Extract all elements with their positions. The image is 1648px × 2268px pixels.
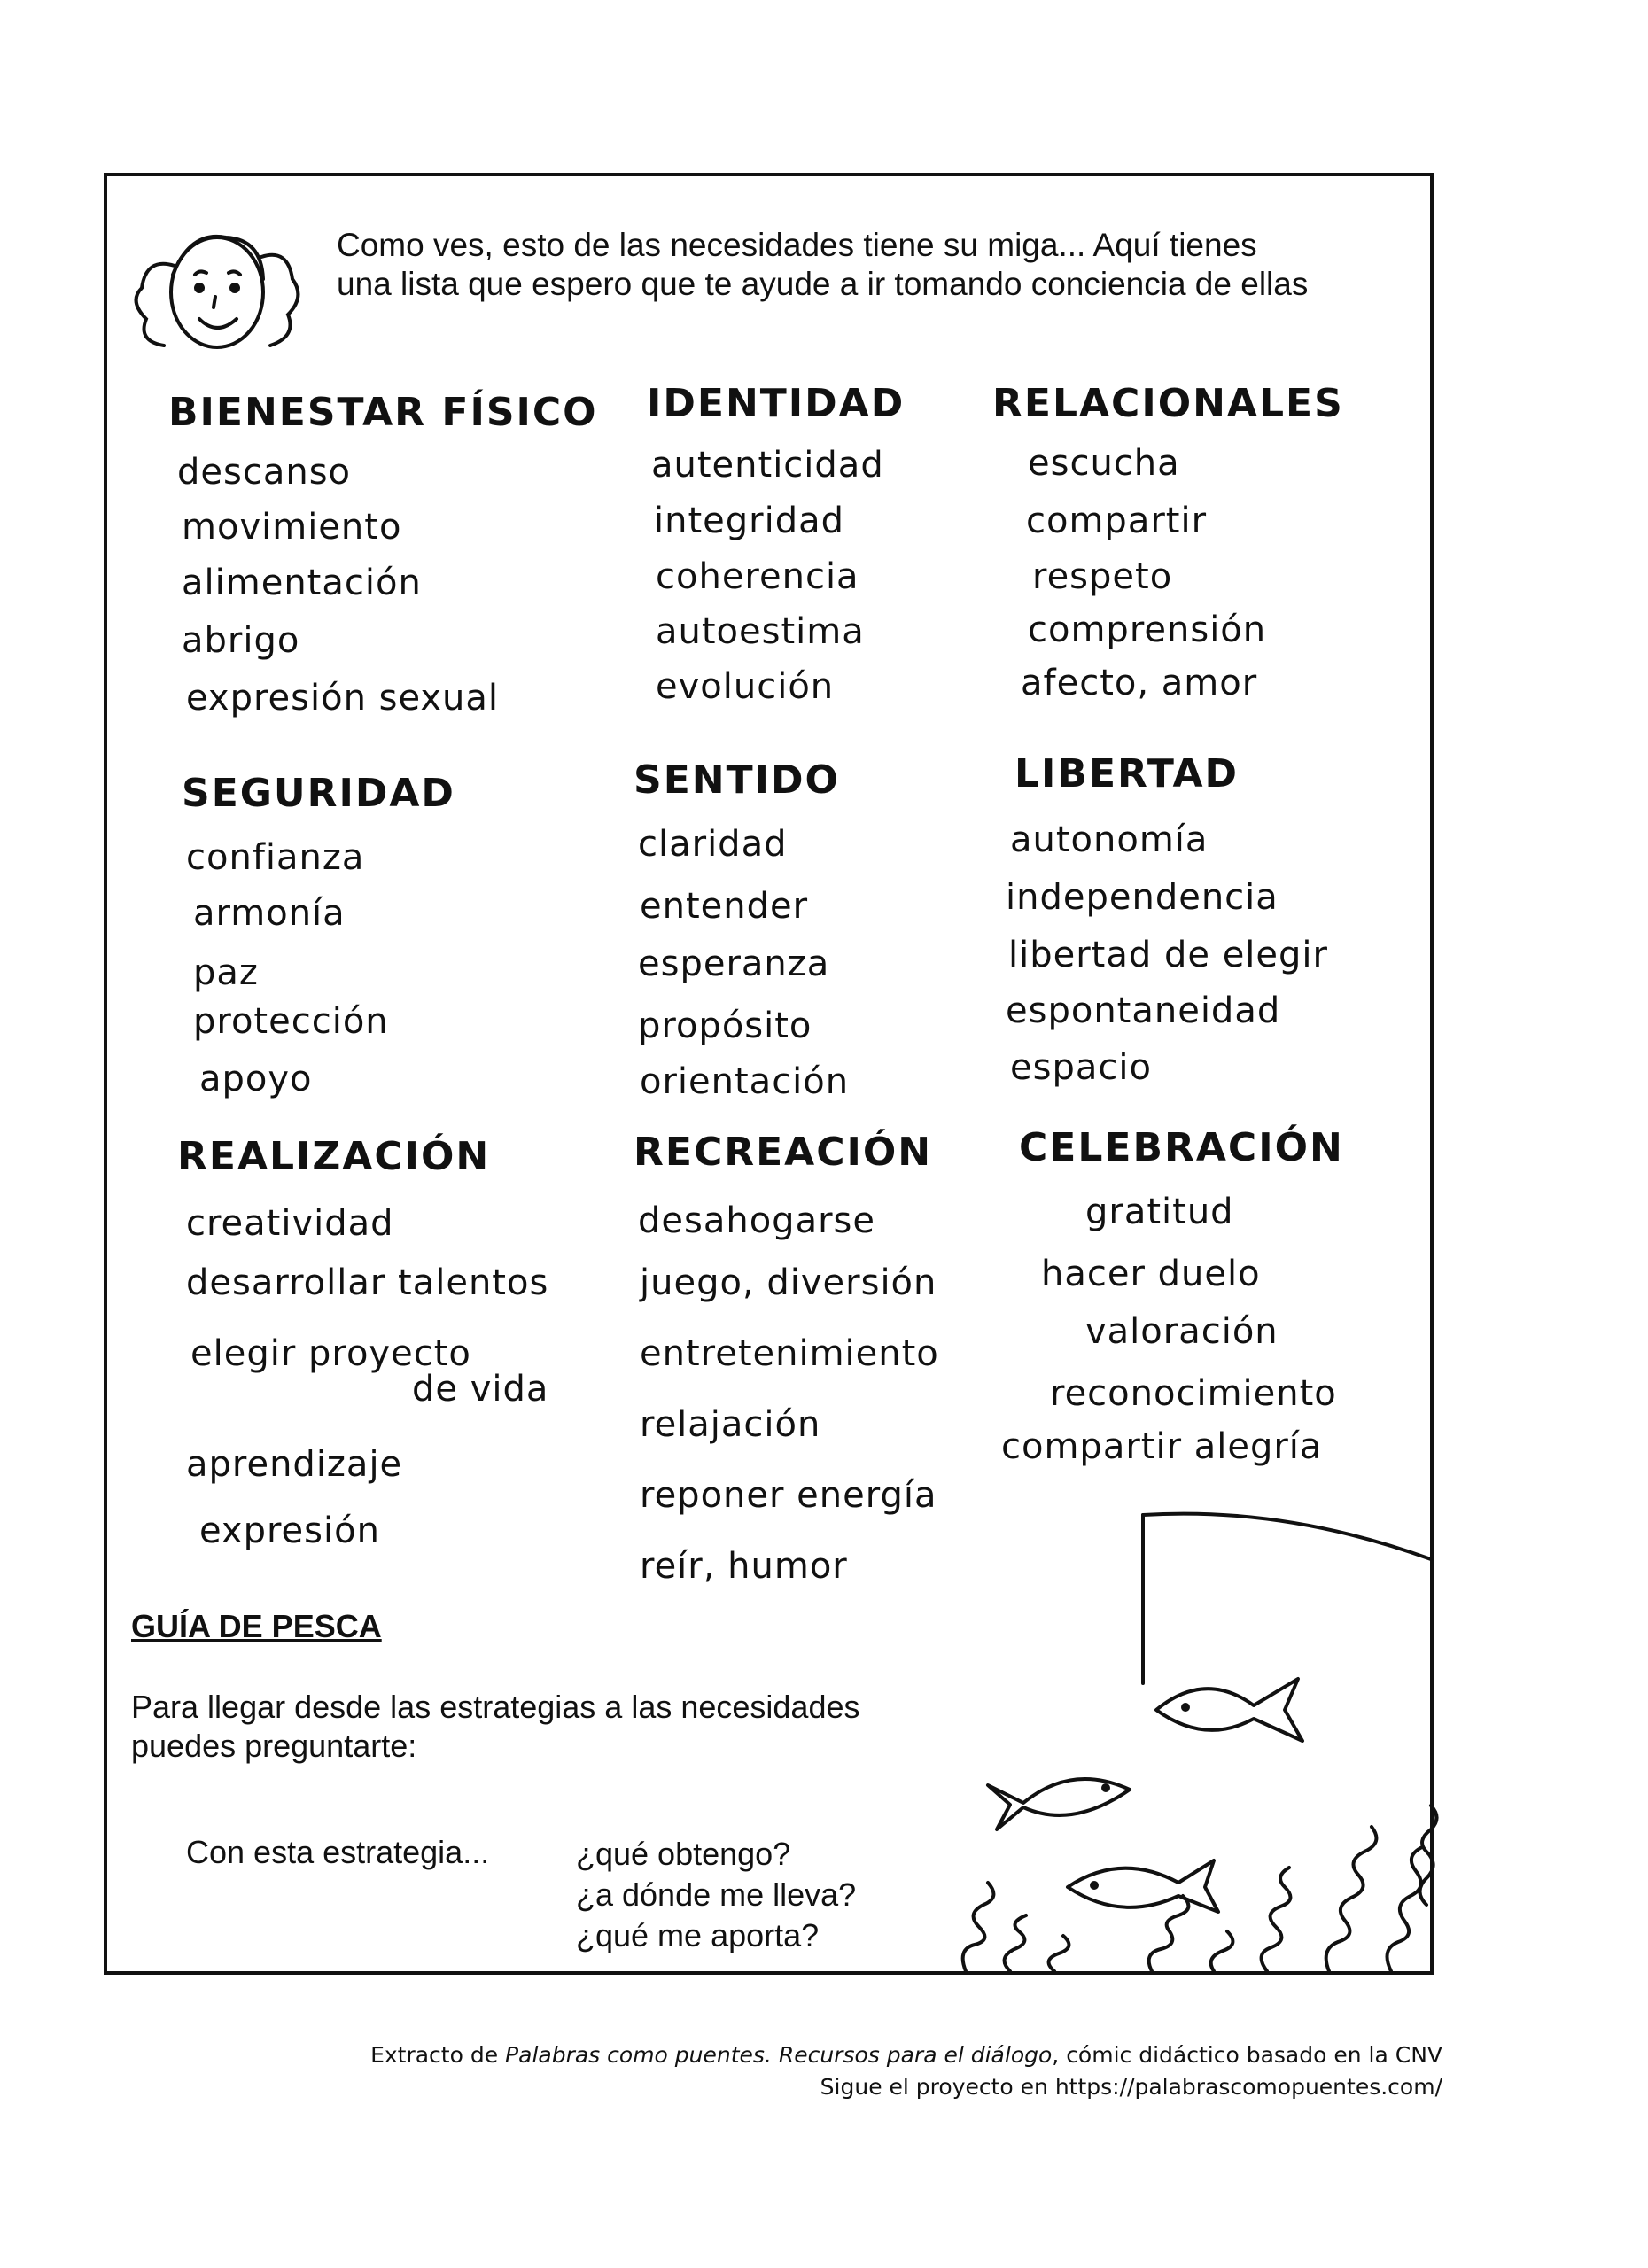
need-item: autenticidad xyxy=(651,445,884,485)
need-item: confianza xyxy=(186,837,365,878)
need-item: respeto xyxy=(1032,556,1173,597)
category-title-recreacion: RECREACIÓN xyxy=(634,1130,933,1175)
need-item: hacer duelo xyxy=(1041,1254,1261,1294)
need-item: evolución xyxy=(656,666,835,707)
footer-prefix: Extracto de xyxy=(370,2042,506,2068)
need-item: valoración xyxy=(1085,1311,1279,1352)
need-item: orientación xyxy=(640,1061,850,1102)
footer-line-2: Sigue el proyecto en https://palabrascomopuentes.com/ xyxy=(820,2074,1442,2100)
need-item: reconocimiento xyxy=(1050,1373,1337,1414)
need-item: libertad de elegir xyxy=(1008,935,1328,975)
need-item: escucha xyxy=(1028,443,1180,484)
need-item: elegir proyecto xyxy=(190,1333,471,1374)
need-item: abrigo xyxy=(182,620,300,661)
need-item: compartir xyxy=(1026,501,1208,541)
guide-text-line-2: puedes preguntarte: xyxy=(131,1728,417,1764)
need-item: creatividad xyxy=(186,1203,394,1244)
seaweed-icon xyxy=(1262,1868,1291,1971)
need-item: entretenimiento xyxy=(640,1333,939,1374)
need-item: relajación xyxy=(640,1404,821,1445)
need-item: integridad xyxy=(654,501,844,541)
need-item: coherencia xyxy=(656,556,859,597)
intro-line-2: una lista que espero que te ayude a ir tomando conciencia de ellas xyxy=(337,266,1309,302)
need-item: de vida xyxy=(412,1369,549,1410)
category-title-identidad: IDENTIDAD xyxy=(647,381,906,426)
need-item: autonomía xyxy=(1010,819,1209,860)
category-title-seguridad: SEGURIDAD xyxy=(182,771,455,816)
need-item: propósito xyxy=(638,1006,812,1046)
fishing-scene-icon xyxy=(948,1488,1444,1980)
need-item: expresión sexual xyxy=(186,678,500,718)
guide-question: ¿a dónde me lleva? xyxy=(576,1876,857,1913)
need-item: afecto, amor xyxy=(1021,663,1258,703)
need-item: entender xyxy=(640,886,809,927)
need-item: autoestima xyxy=(656,611,865,652)
footer-suffix: , cómic didáctico basado en la CNV xyxy=(1052,2042,1442,2068)
need-item: esperanza xyxy=(638,944,830,984)
need-item: paz xyxy=(193,952,259,993)
need-item: expresión xyxy=(199,1511,380,1551)
guide-question: ¿qué obtengo? xyxy=(576,1836,791,1872)
footer-book-title: Palabras como puentes. Recursos para el diálogo xyxy=(505,2042,1053,2068)
need-item: espontaneidad xyxy=(1006,990,1281,1031)
need-item: comprensión xyxy=(1028,610,1267,650)
need-item: gratitud xyxy=(1085,1192,1234,1232)
seaweed-icon xyxy=(1326,1827,1377,1971)
seaweed-icon xyxy=(963,1883,994,1971)
fishing-rod-icon xyxy=(1143,1514,1431,1559)
need-item: descanso xyxy=(177,452,352,493)
seaweed-icon xyxy=(1049,1936,1069,1971)
need-item: apoyo xyxy=(199,1059,313,1099)
category-title-sentido: SENTIDO xyxy=(634,757,840,803)
category-title-bienestar: BIENESTAR FÍSICO xyxy=(168,390,598,435)
category-title-celebracion: CELEBRACIÓN xyxy=(1019,1125,1344,1170)
need-item: reponer energía xyxy=(640,1475,937,1516)
need-item: independencia xyxy=(1006,877,1279,918)
fish-icon xyxy=(988,1779,1130,1829)
category-title-realizacion: REALIZACIÓN xyxy=(177,1134,491,1179)
fish-icon xyxy=(1068,1860,1218,1912)
need-item: espacio xyxy=(1010,1047,1152,1088)
guide-text xyxy=(131,1688,999,1766)
need-item: aprendizaje xyxy=(186,1444,403,1485)
guide-text-line-1: Para llegar desde las estrategias a las necesidades xyxy=(131,1689,860,1725)
seaweed-icon xyxy=(1420,1806,1437,1905)
footer xyxy=(370,2039,1442,2103)
need-item: armonía xyxy=(193,893,346,934)
need-item: desarrollar talentos xyxy=(186,1262,549,1303)
intro-line-1: Como ves, esto de las necesidades tiene su miga... Aquí tienes xyxy=(337,227,1257,263)
need-item: claridad xyxy=(638,824,788,865)
need-item: movimiento xyxy=(182,507,402,548)
category-title-libertad: LIBERTAD xyxy=(1014,751,1240,796)
need-item: protección xyxy=(193,1001,389,1042)
need-item: alimentación xyxy=(182,563,422,603)
guide-title: GUÍA DE PESCA xyxy=(131,1608,382,1644)
seaweed-icon xyxy=(1005,1915,1026,1971)
girl-avatar-icon xyxy=(111,204,323,381)
guide-lead: Con esta estrategia... xyxy=(186,1834,490,1870)
seaweed-icon xyxy=(1211,1931,1233,1971)
need-item: juego, diversión xyxy=(640,1262,937,1303)
intro-text xyxy=(337,226,1400,304)
footer-line-1 xyxy=(370,2039,1442,2071)
seaweed-icon xyxy=(1388,1847,1423,1971)
guide-questions xyxy=(576,1834,856,1956)
guide-question: ¿qué me aporta? xyxy=(576,1917,820,1953)
need-item: desahogarse xyxy=(638,1200,875,1241)
fish-icon xyxy=(1156,1679,1302,1741)
category-title-relacionales: RELACIONALES xyxy=(992,381,1344,426)
seaweed-icon xyxy=(1149,1896,1189,1971)
need-item: reír, humor xyxy=(640,1546,848,1587)
need-item: compartir alegría xyxy=(1001,1426,1323,1467)
